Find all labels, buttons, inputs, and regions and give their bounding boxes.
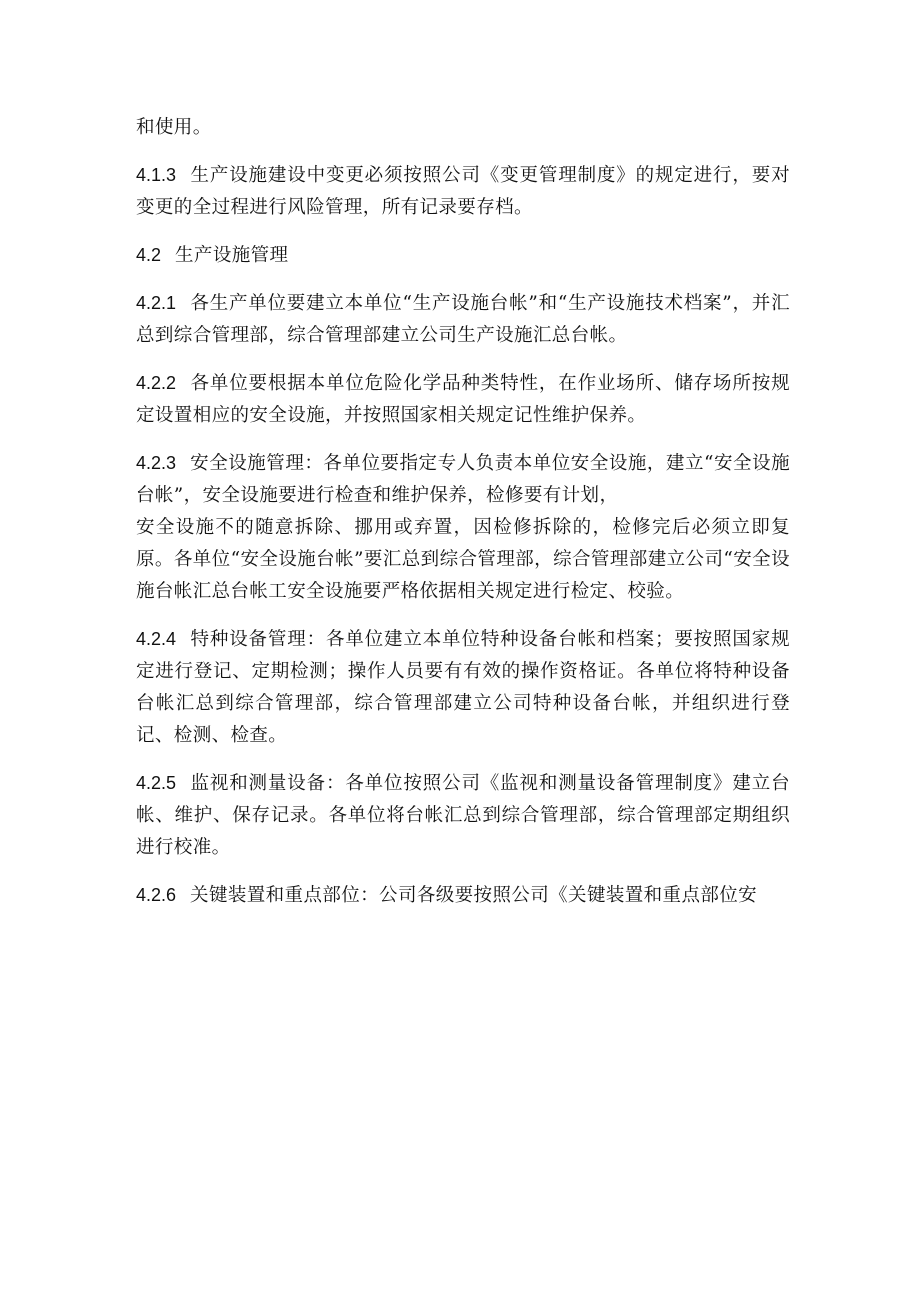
paragraph-text: 和使用。 [136,117,212,138]
paragraph-text: 生产设施建设中变更必须按照公司《变更管理制度》的规定进行，要对变更的全过程进行风险管理，所有记录要存档。 [136,165,790,218]
section-number: 4.2 [136,245,162,265]
paragraph-4-2-3-continued [136,512,790,608]
heading-text: 生产设施管理 [175,245,289,266]
paragraph-4-2-6 [136,879,790,912]
section-number: 4.2.5 [136,773,177,793]
paragraph-text: 安全设施不的随意拆除、挪用或弃置，因检修拆除的，检修完后必须立即复原。各单位“安全设施台帐”要汇总到综合管理部，综合管理部建立公司“安全设施台帐汇总台帐工安全设施要严格依据相关规定进行检定、校验。 [136,517,790,602]
document-page [136,112,790,927]
paragraph-continuation [136,112,790,144]
paragraph-4-2-4 [136,623,790,752]
paragraph-4-2-5 [136,767,790,864]
paragraph-text: 各生产单位要建立本单位“生产设施台帐”和“生产设施技术档案”，并汇总到综合管理部，综合管理部建立公司生产设施汇总台帐。 [136,293,790,346]
paragraph-text: 关键装置和重点部位：公司各级要按照公司《关键装置和重点部位安 [190,885,758,906]
paragraph-text: 各单位要根据本单位危险化学品种类特性，在作业场所、储存场所按规定设置相应的安全设施，并按照国家相关规定记性维护保养。 [136,373,790,426]
paragraph-4-2-2 [136,367,790,432]
section-number: 4.2.1 [136,293,177,313]
section-number: 4.2.6 [136,885,177,905]
section-number: 4.2.2 [136,373,177,393]
heading-4-2 [136,239,790,272]
paragraph-text: 监视和测量设备：各单位按照公司《监视和测量设备管理制度》建立台帐、维护、保存记录。各单位将台帐汇总到综合管理部，综合管理部定期组织进行校准。 [136,773,790,858]
paragraph-4-2-1 [136,287,790,352]
paragraph-4-2-3 [136,447,790,512]
paragraph-4-1-3 [136,159,790,224]
section-number: 4.1.3 [136,165,177,185]
paragraph-text: 特种设备管理：各单位建立本单位特种设备台帐和档案；要按照国家规定进行登记、定期检测；操作人员要有有效的操作资格证。各单位将特种设备台帐汇总到综合管理部，综合管理部建立公司特种设备台帐，并组织进行登记、检测、检查。 [136,629,790,746]
section-number: 4.2.3 [136,453,177,473]
paragraph-text: 安全设施管理：各单位要指定专人负责本单位安全设施，建立“安全设施台帐”，安全设施要进行检查和维护保养，检修要有计划， [136,453,790,506]
section-number: 4.2.4 [136,629,177,649]
